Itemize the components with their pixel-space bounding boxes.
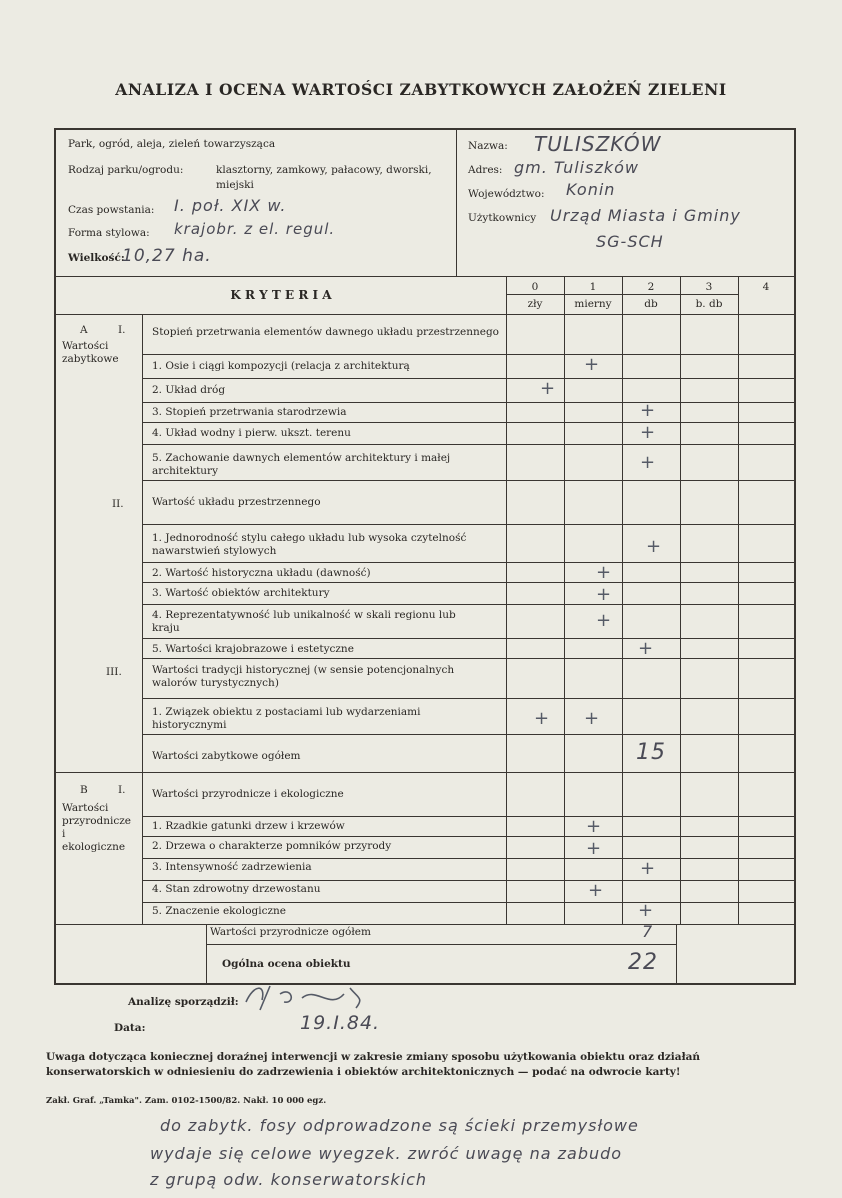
users-value-2: SG-SCH <box>596 232 664 251</box>
total-a-value: 15 <box>636 740 666 765</box>
score-name-1: mierny <box>574 298 612 310</box>
mark-a2-2: + <box>596 562 612 583</box>
mark-b-1: + <box>586 816 602 837</box>
mark-a1-1: + <box>584 354 600 375</box>
section-b-roman-1: I. <box>118 784 126 796</box>
group-b1-title: Wartości przyrodnicze i ekologiczne <box>152 788 344 800</box>
mark-a1-3: + <box>640 400 656 421</box>
score-name-3: b. db <box>695 298 723 310</box>
intervention-note: Uwaga dotycząca koniecznej doraźnej interwencji w zakresie zmiany sposobu użytkowania obiektu oraz działań konserwatorskich w odniesieniu do zadrzewienia i obiektów architektonicznych — podać na odwrocie karty! <box>46 1051 701 1078</box>
address-value: gm. Tuliszków <box>514 158 639 177</box>
address-label: Adres: <box>468 164 503 176</box>
section-b-letter: B <box>80 784 88 796</box>
type-label: Park, ogród, aleja, zieleń towarzysząca <box>68 138 276 150</box>
section-a-roman-1: I. <box>118 324 126 336</box>
users-value: Urząd Miasta i Gminy <box>550 206 741 225</box>
mark-a2-4: + <box>596 610 612 631</box>
handwritten-note-1: do zabytk. fosy odprowadzone są ścieki przemysłowe <box>160 1116 639 1135</box>
mark-a3-1-0: + <box>534 708 550 729</box>
mark-a1-5: + <box>640 452 656 473</box>
size-value: 10,27 ha. <box>122 246 212 266</box>
item-b-2: 2. Drzewa o charakterze pomników przyrody <box>152 840 392 852</box>
kind-options: klasztorny, zamkowy, pałacowy, dworski, <box>216 164 432 176</box>
mark-b-5: + <box>638 900 654 921</box>
item-a1-1: 1. Osie i ciągi kompozycji (relacja z architekturą <box>152 360 410 372</box>
item-a1-3: 3. Stopień przetrwania starodrzewia <box>152 406 347 418</box>
group-a1-title: Stopień przetrwania elementów dawnego układu przestrzennego <box>152 326 499 338</box>
item-a1-4: 4. Układ wodny i pierw. ukszt. terenu <box>152 427 351 439</box>
date-value: 19.I.84. <box>300 1012 381 1034</box>
mark-a2-3: + <box>596 584 612 605</box>
kind-options-2: miejski <box>216 179 254 191</box>
section-a-label: Wartości zabytkowe <box>62 340 119 365</box>
handwritten-note-3: z grupą odw. konserwatorskich <box>150 1170 428 1189</box>
name-label: Nazwa: <box>468 140 508 152</box>
section-b-label: Wartości przyrodnicze i ekologiczne <box>62 802 132 853</box>
total-b-label: Wartości przyrodnicze ogółem <box>210 926 371 938</box>
score-1: 1 <box>589 281 597 293</box>
criteria-title: K R Y T E R I A <box>230 288 332 302</box>
item-b-5: 5. Znaczenie ekologiczne <box>152 905 287 917</box>
score-4: 4 <box>762 281 770 293</box>
item-a2-4: 4. Reprezentatywność lub unikalność w skali regionu lub kraju <box>152 609 456 634</box>
item-a2-1: 1. Jednorodność stylu całego układu lub wysoka czytelność nawarstwień stylowych <box>152 532 467 557</box>
score-0: 0 <box>531 281 539 293</box>
item-a2-2: 2. Wartość historyczna układu (dawność) <box>152 567 371 579</box>
voivodeship-label: Województwo: <box>468 188 545 200</box>
period-value: I. poł. XIX w. <box>174 196 287 215</box>
mark-a3-1-1: + <box>584 708 600 729</box>
item-b-4: 4. Stan zdrowotny drzewostanu <box>152 883 321 895</box>
signature-drawing <box>240 980 390 1014</box>
handwritten-note-2: wydaje się celowe wyegzek. zwróć uwagę na zabudo <box>150 1144 623 1163</box>
style-label: Forma stylowa: <box>68 227 150 239</box>
period-label: Czas powstania: <box>68 204 155 216</box>
item-a2-3: 3. Wartość obiektów architektury <box>152 587 330 599</box>
total-a-label: Wartości zabytkowe ogółem <box>152 750 301 762</box>
item-a3-1: 1. Związek obiektu z postaciami lub wydarzeniami historycznymi <box>152 706 421 731</box>
score-2: 2 <box>647 281 655 293</box>
section-a-roman-3: III. <box>106 666 122 678</box>
mark-b-4: + <box>588 880 604 901</box>
section-a-letter: A <box>80 324 88 336</box>
mark-a2-5: + <box>638 638 654 659</box>
date-label: Data: <box>114 1022 146 1034</box>
overall-value: 22 <box>628 950 658 975</box>
voivodeship-value: Konin <box>566 180 616 199</box>
users-label: Użytkownicy <box>468 212 537 224</box>
item-a1-2: 2. Układ dróg <box>152 384 226 396</box>
page-title: ANALIZA I OCENA WARTOŚCI ZABYTKOWYCH ZAŁOŻEŃ ZIELENI <box>115 80 727 99</box>
item-b-3: 3. Intensywność zadrzewienia <box>152 861 312 873</box>
section-a-roman-2: II. <box>112 498 124 510</box>
item-a2-5: 5. Wartości krajobrazowe i estetyczne <box>152 643 354 655</box>
printer-info: Zakł. Graf. „Tamka". Zam. 0102-1500/82. Nakł. 10 000 egz. <box>46 1096 327 1106</box>
mark-a1-4: + <box>640 422 656 443</box>
score-name-0: zły <box>527 298 543 310</box>
overall-label: Ogólna ocena obiektu <box>222 958 351 970</box>
evaluation-form <box>54 128 796 985</box>
group-a3-title: Wartości tradycji historycznej (w sensie potencjonalnych walorów turystycznych) <box>152 664 455 689</box>
mark-b-3: + <box>640 858 656 879</box>
name-value: TULISZKÓW <box>534 132 662 156</box>
analysis-label: Analizę sporządził: <box>128 996 239 1008</box>
item-b-1: 1. Rzadkie gatunki drzew i krzewów <box>152 820 345 832</box>
kind-label: Rodzaj parku/ogrodu: <box>68 164 184 176</box>
mark-a2-1: + <box>646 536 662 557</box>
style-value: krajobr. z el. regul. <box>174 220 336 238</box>
score-3: 3 <box>705 281 713 293</box>
item-a1-5: 5. Zachowanie dawnych elementów architektury i małej architektury <box>152 452 451 477</box>
total-b-value: 7 <box>642 922 654 941</box>
size-label: Wielkość: <box>68 252 125 264</box>
score-name-2: db <box>644 298 658 310</box>
mark-a1-2: + <box>540 378 556 399</box>
mark-b-2: + <box>586 838 602 859</box>
group-a2-title: Wartość układu przestrzennego <box>152 496 321 508</box>
